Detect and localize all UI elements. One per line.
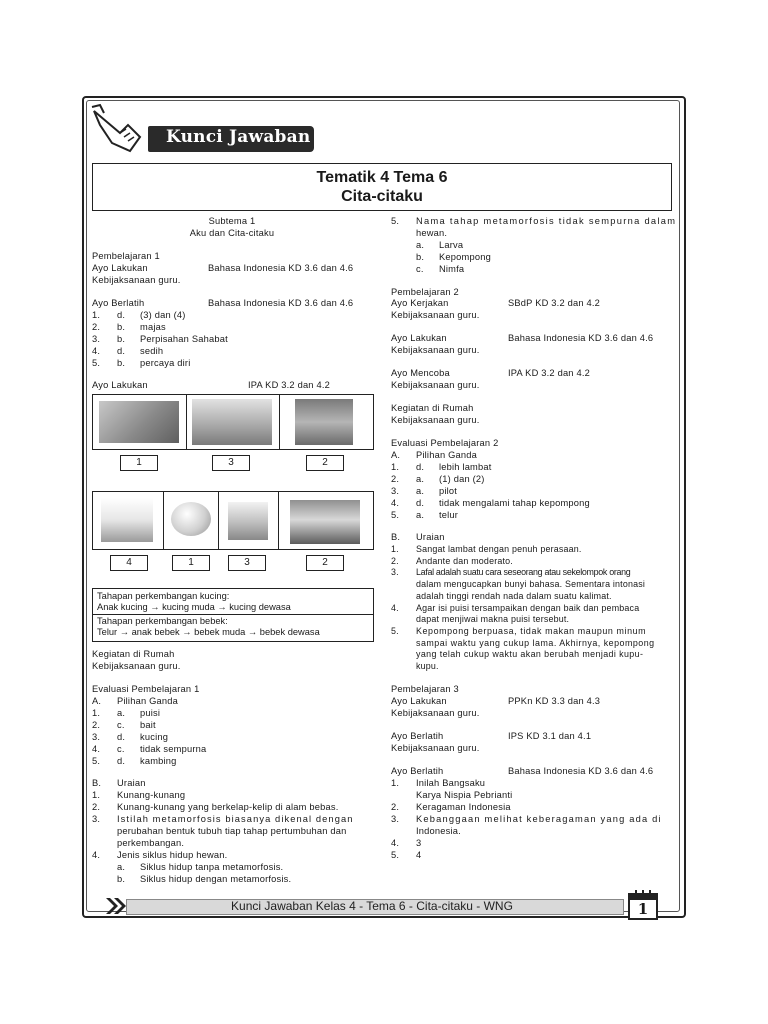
list-item: 1. d. lebih lambat [391, 462, 492, 472]
list-item: 5. 4 [391, 850, 422, 860]
list-item: adalah tinggi rendah nada dalam suatu kalimat. [416, 590, 612, 601]
list-item: 3. b. Perpisahan Sahabat [92, 334, 228, 344]
kebijaksanaan-text: Kebijaksanaan guru. [391, 743, 480, 753]
cat-order-box: 3 [212, 455, 250, 471]
question-5-cont: hewan. [416, 228, 448, 238]
stage-bebek: Telur → anak bebek → bebek muda → bebek dewasa [97, 627, 320, 637]
ayo-lakukan-label: Ayo Lakukan [391, 696, 447, 706]
kegiatan-heading: Kegiatan di Rumah [92, 649, 175, 659]
ayo-lakukan-2-label: Ayo Lakukan [92, 380, 148, 390]
list-item: sampai waktu yang cukup lama. Akhirnya, kepompong [416, 637, 655, 648]
ayo-berlatih-label: Ayo Berlatih [92, 298, 145, 308]
evaluasi-heading: Evaluasi Pembelajaran 1 [92, 684, 200, 694]
pg-heading: A. Pilihan Ganda [92, 696, 179, 706]
siklus-list [92, 862, 372, 886]
ayo-berlatih-kd: Bahasa Indonesia KD 3.6 dan 4.6 [208, 298, 354, 308]
list-item: 3. a. pilot [391, 486, 458, 496]
list-item: 1. Sangat lambat dengan penuh perasaan. [391, 544, 582, 554]
list-item: perubahan bentuk tubuh tiap tahap pertumbuhan dan [117, 826, 347, 836]
footer [104, 897, 640, 915]
pembelajaran-2-heading: Pembelajaran 2 [391, 287, 459, 297]
page-title: Tematik 4 Tema 6 [316, 169, 448, 186]
duck-order-box: 4 [110, 555, 148, 571]
ayo-berlatih-kd: IPS KD 3.1 dan 4.1 [508, 731, 592, 741]
ayo-mencoba-label: Ayo Mencoba [391, 368, 450, 378]
list-item: 1. a. puisi [92, 708, 161, 718]
pointing-hand-icon [90, 103, 154, 159]
pg-answer-list [391, 462, 673, 522]
list-item: 2. Keragaman Indonesia [391, 802, 511, 812]
hatching-photo [290, 500, 360, 544]
kittens-photo [99, 401, 179, 443]
ayo-berlatih-label: Ayo Berlatih [391, 731, 444, 741]
stage-bebek-title: Tahapan perkembangan bebek: [97, 616, 228, 626]
ayo-lakukan-kd: Bahasa Indonesia KD 3.6 dan 4.6 [508, 333, 654, 343]
duck-order-box: 1 [172, 555, 210, 571]
ayo-kerjakan-label: Ayo Kerjakan [391, 298, 449, 308]
ayo-kerjakan-kd: SBdP KD 3.2 dan 4.2 [508, 298, 601, 308]
kebijaksanaan-text: Kebijaksanaan guru. [391, 380, 480, 390]
list-item: perkembangan. [117, 838, 185, 848]
kebijaksanaan-text: Kebijaksanaan guru. [391, 415, 480, 425]
egg-photo [171, 502, 211, 536]
kunci-jawaban-banner [148, 126, 314, 152]
image-cell [218, 492, 279, 549]
ayo-lakukan-label: Ayo Lakukan [391, 333, 447, 343]
list-item: b. Kepompong [416, 252, 491, 262]
left-column-lower [92, 649, 372, 889]
kebijaksanaan-text: Kebijaksanaan guru. [391, 345, 480, 355]
ayo-lakukan-label: Ayo Lakukan [92, 263, 148, 273]
list-item: 5. d. kambing [92, 756, 177, 766]
list-item: yang telah cukup waktu akan berubah menjadi kupu- [416, 649, 644, 660]
cat-order-box: 2 [306, 455, 344, 471]
list-item: dalam mengucapkan bunyi bahasa. Sementara intonasi [416, 579, 646, 590]
list-item: 2. a. (1) dan (2) [391, 474, 485, 484]
list-item: b. Siklus hidup dengan metamorfosis. [117, 874, 292, 884]
list-item: c. Nimfa [416, 264, 465, 274]
list-item: 2. Andante dan moderato. [391, 555, 513, 566]
uraian-heading: B. Uraian [92, 778, 146, 788]
duck-adult-photo [101, 498, 153, 542]
list-item: 3. d. kucing [92, 732, 169, 742]
evaluasi-2-heading: Evaluasi Pembelajaran 2 [391, 438, 499, 448]
list-item: 4. d. tidak mengalami tahap kepompong [391, 498, 590, 508]
list-item: 2. b. majas [92, 322, 166, 332]
list-item: a. Larva [416, 240, 464, 250]
divider [93, 614, 373, 615]
subtema-label: Subtema 1 [208, 216, 256, 226]
stage-kucing: Anak kucing → kucing muda → kucing dewasa [97, 602, 291, 612]
pg-answer-list [92, 708, 372, 768]
subtema-title: Aku dan Cita-citaku [189, 228, 275, 238]
list-item: 3. Istilah metamorfosis biasanya dikenal dengan [92, 814, 354, 824]
q5-options [391, 240, 673, 276]
image-cell [186, 395, 280, 449]
uraian-answer-list [391, 544, 673, 676]
image-cell [93, 395, 187, 449]
stages-box [92, 588, 374, 642]
uraian-answer-list [92, 790, 372, 862]
list-item: dapat menjiwai makna puisi tersebut. [416, 614, 570, 625]
list-item: 5. b. percaya diri [92, 358, 191, 368]
list-item: 2. Kunang-kunang yang berkelap-kelip di alam bebas. [92, 802, 339, 812]
ayo-berlatih-kd: Bahasa Indonesia KD 3.6 dan 4.6 [508, 766, 654, 776]
list-item: 1. Inilah Bangsaku [391, 778, 486, 788]
question-5: 5. Nama tahap metamorfosis tidak sempurna dalam [391, 216, 677, 226]
duckling-photo [228, 502, 268, 540]
duck-order-box: 3 [228, 555, 266, 571]
image-cell [163, 492, 219, 549]
cat-lying-photo [192, 399, 272, 445]
ayo-lakukan-kd: Bahasa Indonesia KD 3.6 dan 4.6 [208, 263, 354, 273]
list-item: 4. Agar isi puisi tersampaikan dengan baik dan pembaca [391, 602, 640, 613]
list-item: 5. Kepompong berpuasa, tidak makan maupun minum [391, 625, 647, 636]
cat-image-row [92, 394, 374, 450]
kitten-standing-photo [295, 399, 353, 445]
duck-order-box: 2 [306, 555, 344, 571]
list-item: 4. d. sedih [92, 346, 164, 356]
kebijaksanaan-text: Kebijaksanaan guru. [391, 708, 480, 718]
image-cell [279, 395, 373, 449]
pembelajaran-1-heading: Pembelajaran 1 [92, 251, 160, 261]
ayo-lakukan-kd: PPKn KD 3.3 dan 4.3 [508, 696, 601, 706]
page-number: 1 [637, 900, 649, 918]
right-column [391, 216, 677, 886]
page-number-badge [626, 889, 660, 921]
berlatih-answer-list [92, 310, 372, 370]
list-item: 4. c. tidak sempurna [92, 744, 207, 754]
pg-heading: A. Pilihan Ganda [391, 450, 478, 460]
pembelajaran-3-heading: Pembelajaran 3 [391, 684, 459, 694]
list-item: 3. Kebanggaan melihat keberagaman yang ada di [391, 814, 662, 824]
image-cell [93, 492, 164, 549]
ayo-berlatih-label: Ayo Berlatih [391, 766, 444, 776]
uraian-heading: B. Uraian [391, 532, 445, 542]
stage-kucing-title: Tahapan perkembangan kucing: [97, 591, 230, 601]
duck-image-row [92, 491, 374, 550]
footer-text: Kunci Jawaban Kelas 4 - Tema 6 - Cita-citaku - WNG [231, 899, 513, 913]
ayo-mencoba-kd: IPA KD 3.2 dan 4.2 [508, 368, 590, 378]
list-item: Indonesia. [416, 826, 461, 836]
list-item: 4. Jenis siklus hidup hewan. [92, 850, 228, 860]
list-item: 2. c. bait [92, 720, 156, 730]
ayo-lakukan-2-kd: IPA KD 3.2 dan 4.2 [248, 380, 330, 390]
banner-text: Kunci Jawaban [166, 127, 311, 147]
berlatih-answer-list [391, 778, 673, 862]
list-item: kupu. [416, 661, 439, 671]
kebijaksanaan-text: Kebijaksanaan guru. [92, 661, 181, 671]
kegiatan-heading: Kegiatan di Rumah [391, 403, 474, 413]
list-item: Karya Nispia Pebrianti [416, 790, 513, 800]
list-item: 1. d. (3) dan (4) [92, 310, 186, 320]
kebijaksanaan-text: Kebijaksanaan guru. [391, 310, 480, 320]
title-box [92, 163, 672, 211]
list-item: 5. a. telur [391, 510, 459, 520]
page-subtitle: Cita-citaku [341, 188, 423, 205]
list-item: 1. Kunang-kunang [92, 790, 186, 800]
list-item: a. Siklus hidup tanpa metamorfosis. [117, 862, 284, 872]
kebijaksanaan-text: Kebijaksanaan guru. [92, 275, 181, 285]
list-item: 4. 3 [391, 838, 422, 848]
image-cell [278, 492, 373, 549]
cat-order-box: 1 [120, 455, 158, 471]
list-item: 3. Lafal adalah suatu cara seseorang atau sekelompok orang [391, 567, 631, 578]
